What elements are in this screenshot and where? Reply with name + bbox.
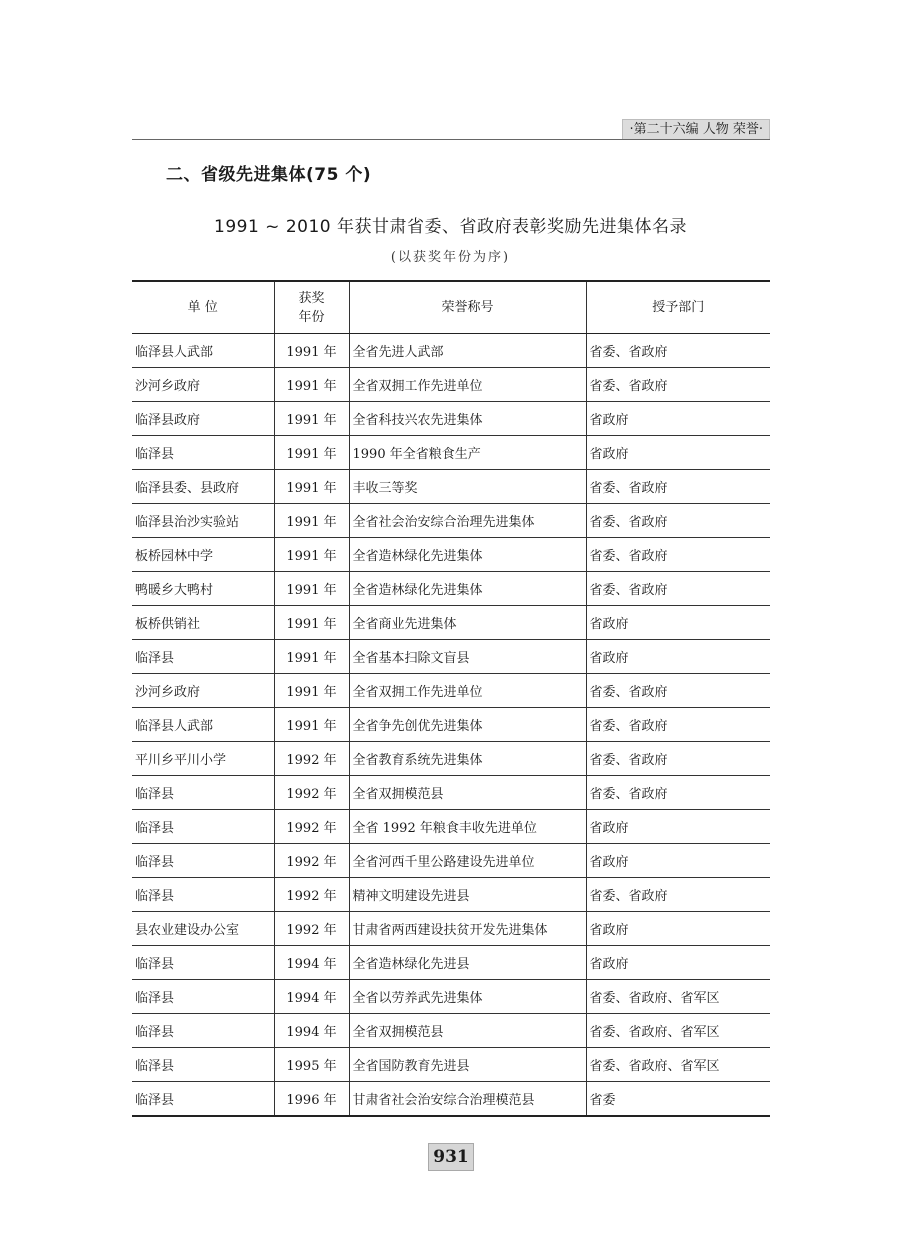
cell-title: 全省造林绿化先进集体: [349, 538, 586, 572]
cell-unit: 临泽县: [132, 436, 274, 470]
cell-title: 全省双拥模范县: [349, 1014, 586, 1048]
cell-year: 1991 年: [274, 674, 349, 708]
cell-dept: 省政府: [586, 810, 770, 844]
awards-table: [132, 280, 770, 1117]
cell-title: 全省国防教育先进县: [349, 1048, 586, 1082]
cell-dept: 省委、省政府、省军区: [586, 980, 770, 1014]
cell-year: 1994 年: [274, 946, 349, 980]
cell-year: 1991 年: [274, 334, 349, 368]
cell-dept: 省委、省政府: [586, 878, 770, 912]
cell-unit: 临泽县: [132, 776, 274, 810]
cell-unit: 临泽县: [132, 980, 274, 1014]
cell-dept: 省委、省政府、省军区: [586, 1048, 770, 1082]
section-title: 二、省级先进集体(75 个): [166, 165, 372, 185]
cell-unit: 临泽县: [132, 1014, 274, 1048]
header-rule: [132, 139, 770, 140]
cell-unit: 临泽县人武部: [132, 334, 274, 368]
cell-year: 1995 年: [274, 1048, 349, 1082]
cell-unit: 临泽县: [132, 844, 274, 878]
cell-unit: 临泽县: [132, 1048, 274, 1082]
table-header-row: [132, 281, 770, 334]
cell-year: 1992 年: [274, 878, 349, 912]
cell-dept: 省委、省政府: [586, 742, 770, 776]
cell-title: 全省先进人武部: [349, 334, 586, 368]
cell-title: 全省教育系统先进集体: [349, 742, 586, 776]
table-subtitle: (以获奖年份为序): [390, 250, 511, 265]
table-row: [132, 606, 770, 640]
cell-year: 1991 年: [274, 572, 349, 606]
header-year-line1: 获奖: [298, 290, 325, 306]
cell-title: 甘肃省两西建设扶贫开发先进集体: [349, 912, 586, 946]
cell-unit: 县农业建设办公室: [132, 912, 274, 946]
cell-unit: 临泽县: [132, 810, 274, 844]
cell-title: 全省商业先进集体: [349, 606, 586, 640]
header-dept: 授予部门: [586, 281, 770, 334]
table-row: [132, 572, 770, 606]
table-row: [132, 504, 770, 538]
table-row: [132, 844, 770, 878]
cell-year: 1994 年: [274, 1014, 349, 1048]
cell-dept: 省政府: [586, 402, 770, 436]
cell-dept: 省政府: [586, 844, 770, 878]
cell-unit: 临泽县: [132, 946, 274, 980]
cell-year: 1994 年: [274, 980, 349, 1014]
table-row: [132, 674, 770, 708]
cell-unit: 临泽县治沙实验站: [132, 504, 274, 538]
cell-title: 全省造林绿化先进集体: [349, 572, 586, 606]
cell-dept: 省委、省政府: [586, 674, 770, 708]
cell-unit: 平川乡平川小学: [132, 742, 274, 776]
table-row: [132, 538, 770, 572]
cell-dept: 省政府: [586, 606, 770, 640]
table-row: [132, 470, 770, 504]
table-row: [132, 640, 770, 674]
cell-dept: 省委、省政府、省军区: [586, 1014, 770, 1048]
header-unit: 单 位: [132, 281, 274, 334]
table-row: [132, 334, 770, 368]
cell-unit: 临泽县人武部: [132, 708, 274, 742]
cell-dept: 省委、省政府: [586, 776, 770, 810]
cell-unit: 板桥供销社: [132, 606, 274, 640]
cell-unit: 临泽县: [132, 878, 274, 912]
cell-title: 丰收三等奖: [349, 470, 586, 504]
table-row: [132, 1014, 770, 1048]
cell-unit: 临泽县委、县政府: [132, 470, 274, 504]
cell-unit: 临泽县: [132, 640, 274, 674]
table-row: [132, 402, 770, 436]
cell-dept: 省政府: [586, 640, 770, 674]
cell-year: 1991 年: [274, 436, 349, 470]
cell-year: 1992 年: [274, 912, 349, 946]
cell-title: 全省社会治安综合治理先进集体: [349, 504, 586, 538]
cell-unit: 临泽县政府: [132, 402, 274, 436]
header-year: [274, 281, 349, 334]
cell-dept: 省政府: [586, 946, 770, 980]
table-row: [132, 946, 770, 980]
cell-dept: 省委: [586, 1082, 770, 1117]
table-row: [132, 368, 770, 402]
cell-dept: 省委、省政府: [586, 538, 770, 572]
table-row: [132, 1082, 770, 1117]
table-row: [132, 878, 770, 912]
table-row: [132, 912, 770, 946]
cell-year: 1991 年: [274, 402, 349, 436]
cell-unit: 沙河乡政府: [132, 368, 274, 402]
cell-year: 1992 年: [274, 810, 349, 844]
cell-year: 1991 年: [274, 504, 349, 538]
cell-title: 全省双拥模范县: [349, 776, 586, 810]
cell-unit: 临泽县: [132, 1082, 274, 1117]
cell-title: 全省争先创优先进集体: [349, 708, 586, 742]
cell-title: 全省基本扫除文盲县: [349, 640, 586, 674]
cell-year: 1991 年: [274, 606, 349, 640]
cell-dept: 省委、省政府: [586, 334, 770, 368]
cell-year: 1991 年: [274, 470, 349, 504]
table-row: [132, 776, 770, 810]
cell-title: 精神文明建设先进县: [349, 878, 586, 912]
page-number: 931: [428, 1143, 474, 1171]
table-row: [132, 742, 770, 776]
cell-unit: 鸭暖乡大鸭村: [132, 572, 274, 606]
cell-dept: 省委、省政府: [586, 572, 770, 606]
cell-dept: 省委、省政府: [586, 708, 770, 742]
cell-year: 1991 年: [274, 708, 349, 742]
header-title: 荣誉称号: [349, 281, 586, 334]
cell-year: 1992 年: [274, 776, 349, 810]
cell-year: 1996 年: [274, 1082, 349, 1117]
cell-title: 全省双拥工作先进单位: [349, 368, 586, 402]
cell-unit: 沙河乡政府: [132, 674, 274, 708]
cell-dept: 省政府: [586, 436, 770, 470]
table-row: [132, 980, 770, 1014]
cell-title: 全省河西千里公路建设先进单位: [349, 844, 586, 878]
table-row: [132, 1048, 770, 1082]
cell-dept: 省委、省政府: [586, 504, 770, 538]
cell-year: 1992 年: [274, 742, 349, 776]
cell-title: 1990 年全省粮食生产: [349, 436, 586, 470]
table-title: 1991 ~ 2010 年获甘肃省委、省政府表彰奖励先进集体名录: [214, 217, 687, 237]
cell-title: 甘肃省社会治安综合治理模范县: [349, 1082, 586, 1117]
header-year-line2: 年份: [298, 309, 325, 325]
cell-year: 1992 年: [274, 844, 349, 878]
cell-title: 全省以劳养武先进集体: [349, 980, 586, 1014]
cell-title: 全省造林绿化先进县: [349, 946, 586, 980]
cell-year: 1991 年: [274, 538, 349, 572]
cell-dept: 省委、省政府: [586, 470, 770, 504]
table-row: [132, 810, 770, 844]
cell-title: 全省 1992 年粮食丰收先进单位: [349, 810, 586, 844]
cell-title: 全省双拥工作先进单位: [349, 674, 586, 708]
table-row: [132, 708, 770, 742]
cell-year: 1991 年: [274, 368, 349, 402]
cell-title: 全省科技兴农先进集体: [349, 402, 586, 436]
cell-dept: 省政府: [586, 912, 770, 946]
running-head: ·第二十六编 人物 荣誉·: [622, 119, 770, 140]
cell-dept: 省委、省政府: [586, 368, 770, 402]
cell-unit: 板桥园林中学: [132, 538, 274, 572]
table-row: [132, 436, 770, 470]
cell-year: 1991 年: [274, 640, 349, 674]
